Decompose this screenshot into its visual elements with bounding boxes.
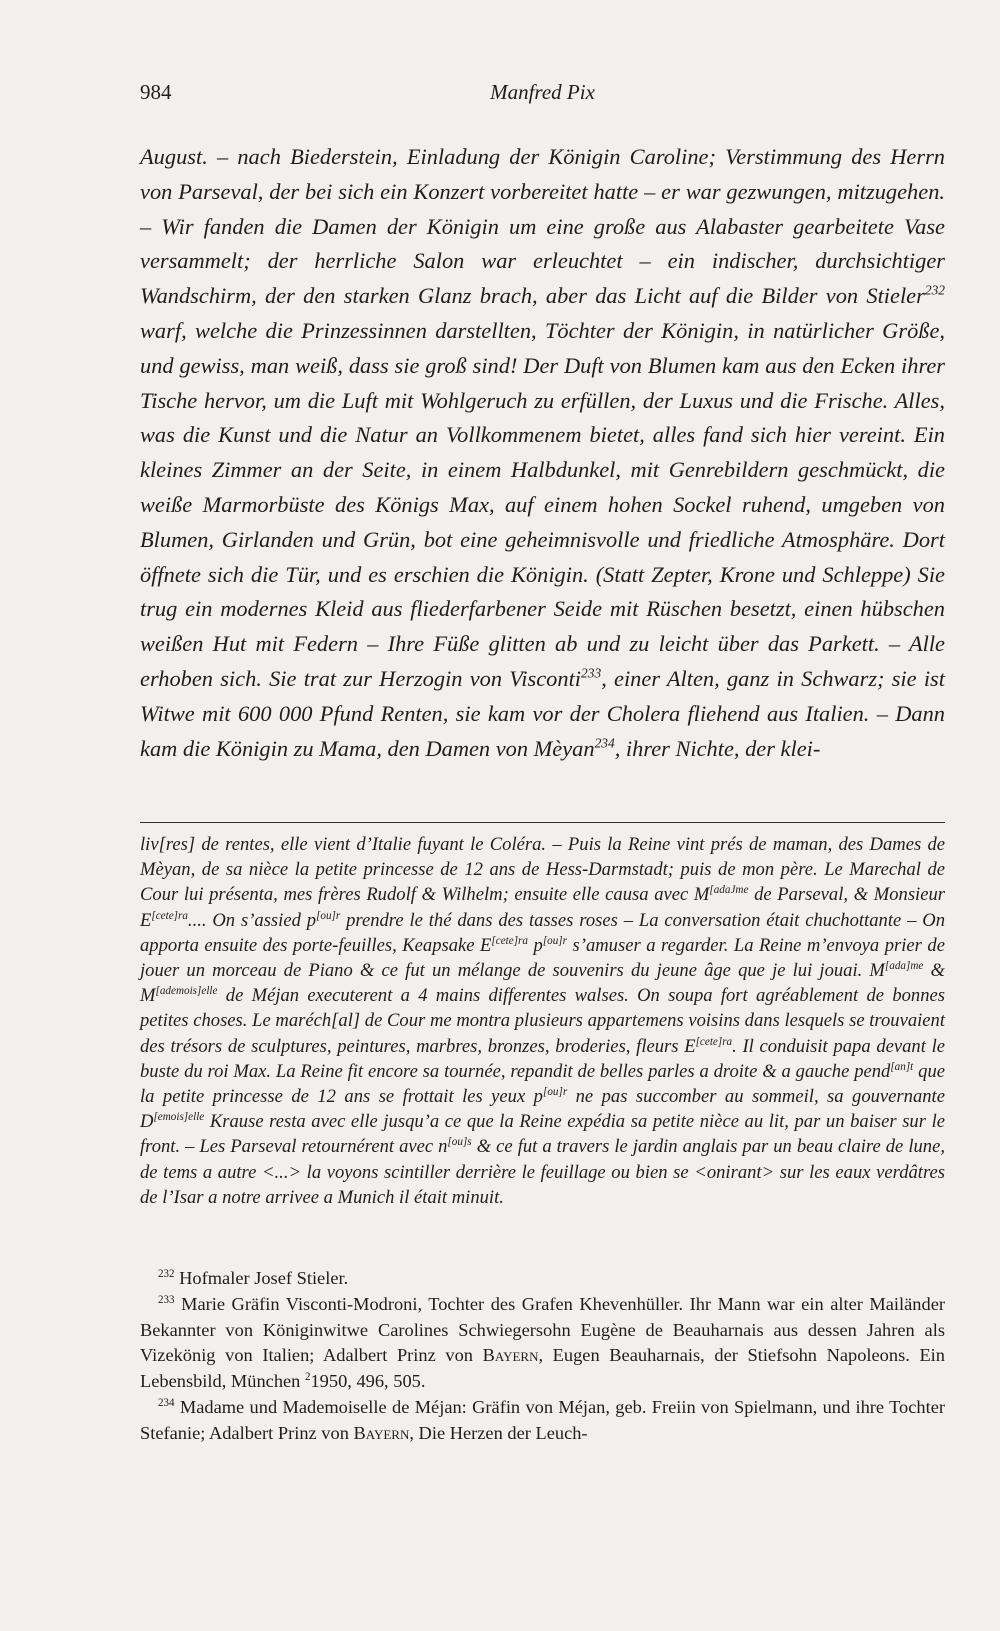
abbreviation-superscript: [adaJme bbox=[709, 884, 749, 897]
quote-segment: . Il conduisit papa devant le buste du roi Max. La Reine fit encore sa tournée, repandit de belles parles a droite & a gauche pend bbox=[140, 1035, 946, 1082]
page-number: 984 bbox=[140, 80, 172, 104]
quote-segment: & ce fut a travers le jardin anglais par un beau claire de lune, de tems a autre <...> la voyons scintiller derrière le feuillage ou bien se <onirant> sur les eaux verdâtres de l’Isar a notre arrivee a Munich il était minuit. bbox=[140, 1136, 945, 1208]
footnote-232 bbox=[140, 1266, 945, 1292]
footnote-number: 233 bbox=[158, 1293, 175, 1306]
footnote-text: Marie Gräfin Visconti-Modroni, Tochter des Grafen Khevenhüller. Ihr Mann war ein alter Mailänder Bekannter von Königinwitwe Carolines Schwiegersohn Eugène de Beauharnais aus dessen Jahren als Vizekönig von Italien; Adalbert Prinz von bbox=[140, 1293, 945, 1366]
text-segment: , ihrer Nichte, der klei- bbox=[614, 735, 821, 761]
text-segment: , einer Alten, ganz in Schwarz; sie ist Witwe mit 600 000 Pfund Renten, sie kam vor der Cholera fliehend aus Italien. – Dann kam die Königin zu Mama, den Damen von Mèyan bbox=[140, 665, 945, 761]
footnote-text: Hofmaler Josef Stieler. bbox=[174, 1268, 349, 1288]
quote-segment: s’amuser a regarder. La Reine m’envoya prier de jouer un morceau de Piano & ce fut un mélange de souvenirs du jeune âge que je lui jouai. M bbox=[140, 934, 945, 982]
text-segment: warf, welche die Prinzessinnen darstellten, Töchter der Königin, in natürlicher Größe, und gewiss, man weiß, dass sie groß sind! Der Duft von Blumen kam aus den Ecken ihrer Tische hervor, um die Luft mit Wohlgeruch zu erfüllen, der Luxus und die Frische. Alles, was die Kunst und die Natur an Vollkommenem bietet, alles fand sich hier vereint. Ein kleines Zimmer an der Seite, in einem Halbdunkel, mit Genrebildern geschmückt, die weiße Marmorbüste des Königs Max, auf einem hohen Sockel ruhend, umgeben von Blumen, Girlanden und Grün, bot eine geheimnisvolle und friedliche Atmosphäre. Dort öffnete sich die Tür, und es erschien die Königin. (Statt Zepter, Krone und Schleppe) Sie trug ein modernes Kleid aus fliederfarbener Seide mit Rüschen besetzt, einen hübschen weißen Hut mit Federn – Ihre Füße glitten ab und zu leicht über das Parkett. – Alle erhoben sich. Sie trat zur Herzogin von Visconti bbox=[140, 317, 945, 691]
abbreviation-superscript: [ademois]elle bbox=[155, 985, 218, 998]
french-original-quote bbox=[140, 832, 945, 1210]
footnote-234 bbox=[140, 1395, 945, 1447]
abbreviation-superscript: [ou]r bbox=[542, 934, 567, 947]
abbreviation-superscript: [cete]ra bbox=[695, 1035, 733, 1048]
footnote-text: , Die Herzen der Leuch- bbox=[409, 1422, 588, 1443]
quote-segment: de Parseval, & Monsieur E bbox=[140, 884, 946, 931]
quote-segment: & M bbox=[140, 960, 945, 1007]
quote-segment: p bbox=[527, 934, 543, 956]
quote-segment: de Méjan executerent a 4 mains differentes walses. On soupa fort agréablement de bonnes petites choses. Le maréch[al] de Cour me montra plusieurs appartemens voisins dans lesquels se trouvaient des trésors de sculptures, peintures, marbres, bronzes, broderies, fleurs E bbox=[140, 985, 945, 1057]
abbreviation-superscript: [ada]me bbox=[884, 959, 924, 972]
footnote-ref-232[interactable]: 232 bbox=[924, 282, 945, 298]
quote-segment: prendre le thé dans des tasses roses – La conversation était chuchottante – On apporta ensuite des porte-feuilles, Keapsake E bbox=[140, 909, 945, 956]
quote-segment: Krause resta avec elle jusqu’a ce que la Reine expédia sa petite nièce au lit, par un baiser sur le front. – Les Parseval retournérent avec n bbox=[140, 1111, 945, 1158]
abbreviation-superscript: [an]t bbox=[890, 1060, 914, 1073]
footnote-small-caps: Bayern bbox=[482, 1345, 539, 1366]
footnote-ref-233[interactable]: 233 bbox=[581, 665, 602, 681]
footnote-number: 234 bbox=[158, 1396, 175, 1409]
quote-segment: ne pas succomber au sommeil, sa gouvernante D bbox=[140, 1086, 945, 1133]
footnote-number: 232 bbox=[158, 1267, 175, 1280]
footnote-text: 1950, 496, 505. bbox=[310, 1371, 426, 1392]
edition-superscript: 2 bbox=[304, 1371, 311, 1384]
footnotes bbox=[140, 1266, 945, 1447]
footnote-ref-234[interactable]: 234 bbox=[594, 735, 615, 751]
text-segment: August. – nach Biederstein, Einladung der Königin Caroline; Verstimmung des Herrn von Parseval, der bei sich ein Konzert vorbereitet hatte – er war gezwungen, mitzugehen. – Wir fanden die Damen der Königin um eine große aus Alabaster gearbeitete Vase versammelt; der herrliche Salon war erleuchtet – ein indischer, durchsichtiger Wandschirm, der den starken Glanz brach, aber das Licht auf die Bilder von Stieler bbox=[140, 144, 945, 309]
abbreviation-superscript: [emois]elle bbox=[153, 1111, 205, 1124]
abbreviation-superscript: [cete]ra bbox=[491, 934, 528, 947]
abbreviation-superscript: [ou]r bbox=[542, 1085, 568, 1098]
footnote-small-caps: Bayern bbox=[353, 1422, 410, 1443]
running-head: Manfred Pix bbox=[490, 80, 595, 104]
quote-segment: .... On s’assied p bbox=[187, 909, 317, 931]
footnote-text: Madame und Mademoiselle de Méjan: Gräfin von Méjan, geb. Freiin von Spielmann, und ihre Tochter Stefanie; Adalbert Prinz von bbox=[140, 1396, 945, 1443]
footnote-divider bbox=[140, 822, 945, 823]
abbreviation-superscript: [cete]ra bbox=[151, 909, 188, 922]
main-text bbox=[140, 140, 945, 766]
page-header bbox=[140, 80, 945, 120]
abbreviation-superscript: [ou]r bbox=[316, 909, 341, 922]
footnote-233 bbox=[140, 1292, 945, 1395]
abbreviation-superscript: [ou]s bbox=[447, 1136, 472, 1149]
footnote-text: , Eugen Beauharnais, der Stiefsohn Napoleons. Ein Lebensbild, München bbox=[140, 1345, 945, 1392]
quote-segment: liv[res] de rentes, elle vient d’Italie fuyant le Coléra. – Puis la Reine vint prés de maman, des Dames de Mèyan, de sa nièce la petite princesse de 12 ans de Hess-Darmstadt; puis de mon père. Le Marechal de Cour lui présenta, mes frères Rudolf & Wilhelm; ensuite elle causa avec M bbox=[140, 834, 945, 906]
quote-segment: que la petite princesse de 12 ans se frottait les yeux p bbox=[140, 1060, 945, 1108]
